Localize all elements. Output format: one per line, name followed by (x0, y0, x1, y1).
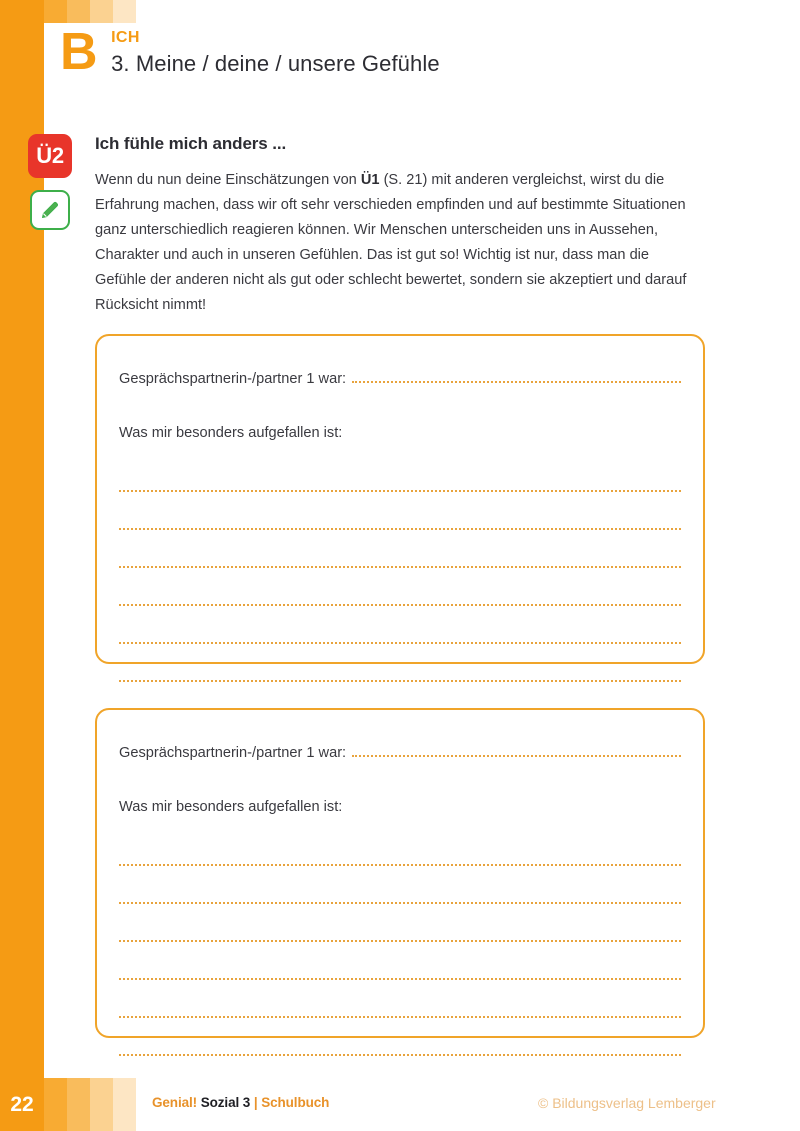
footer-gradient-swatches (44, 1078, 136, 1131)
task-heading: Ich fühle mich anders ... (95, 134, 287, 153)
page-footer (0, 1078, 800, 1131)
task-body-text (95, 168, 695, 318)
partner-answer-field[interactable] (352, 743, 681, 757)
writing-line[interactable] (119, 454, 681, 492)
credit-separator: | (253, 1095, 258, 1110)
footer-credit (152, 1095, 329, 1110)
writing-line[interactable] (119, 530, 681, 568)
partner-input-row[interactable] (119, 369, 681, 387)
credit-title: Sozial 3 (200, 1095, 251, 1110)
writing-line[interactable] (119, 606, 681, 644)
writing-line[interactable] (119, 828, 681, 866)
exercise-number-badge: Ü2 (28, 134, 72, 178)
credit-brand: Genial! (152, 1095, 198, 1110)
notes-label: Was mir besonders aufgefallen ist: (119, 425, 343, 441)
task-body-part-2: (S. 21) mit anderen vergleichst, wirst du die Erfahrung machen, dass wir oft sehr verschieden empfinden und auf bestimmte Situationen ganz unterschiedlich reagieren können. Wir Menschen unterscheiden uns in Aussehen, Charakter und auch in unseren Gefühlen. Das ist gut so! Wichtig ist nur, dass man die Gefühle der anderen nicht als gut oder schlecht bewertet, sondern sie akzeptiert und darauf Rücksicht nimmt! (95, 172, 687, 313)
partner-answer-field[interactable] (352, 369, 681, 383)
writing-line[interactable] (119, 866, 681, 904)
top-swatch-4 (113, 0, 136, 23)
writing-lines[interactable] (119, 454, 681, 682)
top-swatch-1 (44, 0, 67, 23)
footer-swatch-1 (44, 1078, 67, 1131)
writing-line[interactable] (119, 942, 681, 980)
writing-line[interactable] (119, 904, 681, 942)
chapter-letter: B (60, 23, 98, 81)
writing-line[interactable] (119, 980, 681, 1018)
page-header (60, 23, 440, 81)
page-number: 22 (0, 1078, 44, 1131)
answer-box[interactable] (95, 708, 705, 1038)
partner-input-row[interactable] (119, 743, 681, 761)
top-swatch-3 (90, 0, 113, 23)
page-title: 3. Meine / deine / unsere Gefühle (111, 51, 440, 76)
writing-line[interactable] (119, 568, 681, 606)
task-body-part-1: Wenn du nun deine Einschätzungen von (95, 172, 361, 188)
header-text-group (111, 26, 440, 79)
footer-swatch-3 (90, 1078, 113, 1131)
footer-swatch-2 (67, 1078, 90, 1131)
credit-type: Schulbuch (261, 1095, 330, 1110)
footer-swatch-4 (113, 1078, 136, 1131)
top-gradient-swatches (44, 0, 136, 23)
writing-line[interactable] (119, 492, 681, 530)
footer-copyright: © Bildungsverlag Lemberger (538, 1095, 716, 1111)
exercise-badge-column (28, 134, 72, 230)
writing-line[interactable] (119, 1018, 681, 1056)
notes-label: Was mir besonders aufgefallen ist: (119, 799, 343, 815)
task-body-reference: Ü1 (360, 172, 380, 188)
writing-line[interactable] (119, 644, 681, 682)
partner-label: Gesprächspartnerin-/partner 1 war: (119, 371, 347, 387)
chapter-label: ICH (111, 29, 140, 46)
answer-box[interactable] (95, 334, 705, 664)
pencil-icon (30, 190, 70, 230)
writing-lines[interactable] (119, 828, 681, 1056)
partner-label: Gesprächspartnerin-/partner 1 war: (119, 745, 347, 761)
top-swatch-2 (67, 0, 90, 23)
